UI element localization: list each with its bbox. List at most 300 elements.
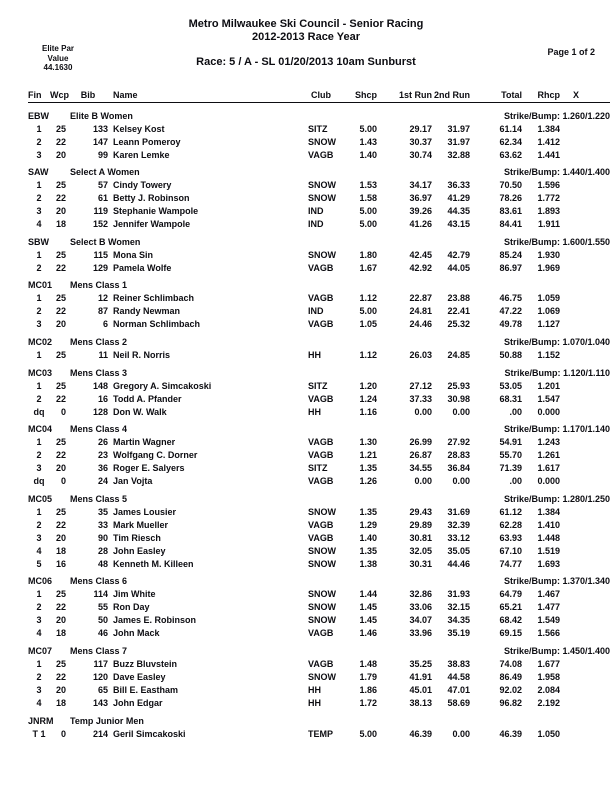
- club-cell: HH: [308, 697, 321, 708]
- wcp-cell: 25: [55, 249, 66, 260]
- total-cell: 68.31: [499, 393, 522, 404]
- fin-cell: 2: [36, 519, 42, 530]
- run1-cell: 30.37: [409, 136, 432, 147]
- name-cell: Mona Sin: [113, 249, 153, 260]
- wcp-cell: 20: [55, 319, 66, 330]
- table-row: [28, 656, 610, 669]
- wcp-cell: 22: [55, 671, 66, 682]
- section-strike-bump: Strike/Bump: 1.120/1.110: [504, 367, 610, 378]
- rhcp-cell: 1.059: [537, 293, 560, 304]
- run1-cell: 34.17: [409, 180, 432, 191]
- wcp-cell: 25: [55, 380, 66, 391]
- wcp-cell: 22: [55, 136, 66, 147]
- rhcp-cell: 1.050: [537, 728, 560, 739]
- name-cell: Jim White: [113, 589, 156, 600]
- page-number: Page 1 of 2: [547, 47, 595, 57]
- name-cell: Dave Easley: [113, 671, 166, 682]
- run2-cell: 42.79: [447, 249, 470, 260]
- run2-cell: 0.00: [452, 406, 470, 417]
- section-rows: [28, 726, 610, 739]
- fin-cell: 4: [36, 545, 42, 556]
- rhcp-cell: 1.448: [537, 532, 560, 543]
- run2-cell: 36.33: [447, 180, 470, 191]
- name-cell: John Edgar: [113, 697, 163, 708]
- total-cell: 85.24: [499, 249, 522, 260]
- run2-cell: 25.32: [447, 319, 470, 330]
- name-cell: Kelsey Kost: [113, 123, 165, 134]
- total-cell: 62.34: [499, 136, 522, 147]
- total-cell: 46.39: [499, 728, 522, 739]
- run1-cell: 33.96: [409, 628, 432, 639]
- table-row: [28, 556, 610, 569]
- shcp-cell: 1.80: [359, 249, 377, 260]
- club-cell: HH: [308, 684, 321, 695]
- shcp-cell: 1.35: [359, 463, 377, 474]
- column-header-club: Club: [311, 90, 331, 100]
- fin-cell: 2: [36, 193, 42, 204]
- section-strike-bump: Strike/Bump: 1.280/1.250: [503, 493, 610, 504]
- table-row: [28, 517, 610, 530]
- fin-cell: 1: [36, 180, 42, 191]
- club-cell: TEMP: [308, 728, 334, 739]
- run2-cell: 47.01: [447, 684, 470, 695]
- total-cell: 61.12: [499, 506, 522, 517]
- name-cell: Mark Mueller: [113, 519, 169, 530]
- club-cell: SNOW: [308, 506, 336, 517]
- name-cell: Don W. Walk: [113, 406, 167, 417]
- club-cell: SITZ: [308, 380, 328, 391]
- bib-cell: 33: [97, 519, 108, 530]
- column-header-x: X: [572, 90, 579, 100]
- report-title-line2: 2012-2013 Race Year: [251, 30, 361, 43]
- shcp-cell: 1.53: [359, 180, 377, 191]
- class-section: [28, 277, 610, 329]
- run2-cell: 31.97: [447, 123, 470, 134]
- section-label: Mens Class 7: [70, 645, 128, 656]
- fin-cell: 3: [36, 615, 42, 626]
- name-cell: Cindy Towery: [113, 180, 172, 191]
- club-cell: VAGB: [308, 393, 334, 404]
- club-cell: SNOW: [308, 615, 336, 626]
- run2-cell: 0.00: [452, 728, 470, 739]
- table-row: [28, 260, 610, 273]
- rhcp-cell: 1.519: [537, 545, 560, 556]
- shcp-cell: 1.44: [359, 589, 377, 600]
- fin-cell: T 1: [32, 728, 46, 739]
- shcp-cell: 1.05: [359, 319, 377, 330]
- fin-cell: dq: [33, 406, 45, 417]
- rhcp-cell: 1.261: [537, 450, 560, 461]
- bib-cell: 6: [102, 319, 108, 330]
- wcp-cell: 18: [55, 628, 66, 639]
- wcp-cell: 0: [60, 476, 66, 487]
- run1-cell: 24.46: [409, 319, 432, 330]
- rhcp-cell: 1.617: [537, 463, 560, 474]
- fin-cell: 3: [36, 684, 42, 695]
- table-row: [28, 625, 610, 638]
- section-label: Select B Women: [70, 236, 141, 247]
- name-cell: James E. Robinson: [113, 615, 197, 626]
- fin-cell: 4: [36, 219, 42, 230]
- wcp-cell: 20: [55, 615, 66, 626]
- elite-par-label-line1: Elite Par: [41, 44, 74, 53]
- shcp-cell: 1.35: [359, 545, 377, 556]
- results-table: [28, 88, 610, 739]
- rhcp-cell: 1.069: [537, 306, 560, 317]
- fin-cell: 1: [36, 589, 42, 600]
- run2-cell: 33.12: [447, 532, 470, 543]
- name-cell: Karen Lemke: [113, 149, 170, 160]
- section-label: Temp Junior Men: [70, 715, 144, 726]
- total-cell: 67.10: [499, 545, 522, 556]
- section-strike-bump: Strike/Bump: 1.170/1.140: [503, 424, 610, 435]
- rhcp-cell: 1.930: [537, 249, 560, 260]
- run2-cell: 34.35: [447, 615, 470, 626]
- rhcp-cell: 0.000: [537, 406, 560, 417]
- club-cell: VAGB: [308, 262, 334, 273]
- total-cell: 63.93: [499, 532, 522, 543]
- bib-cell: 114: [93, 589, 108, 600]
- section-header-row: [28, 573, 610, 586]
- class-section: [28, 643, 610, 708]
- report-title-line1: Metro Milwaukee Ski Council - Senior Racing: [188, 18, 424, 30]
- rhcp-cell: 1.958: [537, 671, 560, 682]
- club-cell: VAGB: [308, 293, 334, 304]
- fin-cell: 1: [36, 506, 42, 517]
- run1-cell: 30.81: [409, 532, 432, 543]
- wcp-cell: 0: [60, 406, 66, 417]
- club-cell: VAGB: [308, 628, 334, 639]
- section-code: SAW: [28, 167, 49, 178]
- wcp-cell: 22: [55, 306, 66, 317]
- name-cell: Roger E. Salyers: [113, 463, 185, 474]
- club-cell: VAGB: [308, 658, 334, 669]
- run1-cell: 45.01: [409, 684, 432, 695]
- bib-cell: 48: [97, 558, 108, 569]
- rhcp-cell: 1.412: [537, 136, 560, 147]
- total-cell: 46.75: [499, 293, 522, 304]
- club-cell: VAGB: [308, 149, 334, 160]
- name-cell: James Lousier: [113, 506, 177, 517]
- table-row: [28, 447, 610, 460]
- section-rows: [28, 434, 610, 486]
- wcp-cell: 25: [55, 658, 66, 669]
- bib-cell: 23: [97, 450, 108, 461]
- rhcp-cell: 1.127: [537, 319, 560, 330]
- rhcp-cell: 1.549: [537, 615, 560, 626]
- total-cell: 69.15: [499, 628, 522, 639]
- run2-cell: 32.88: [447, 149, 470, 160]
- wcp-cell: 20: [55, 463, 66, 474]
- bib-cell: 152: [92, 219, 108, 230]
- shcp-cell: 1.12: [359, 293, 377, 304]
- run2-cell: 44.46: [447, 558, 470, 569]
- shcp-cell: 1.40: [359, 149, 377, 160]
- total-cell: 68.42: [499, 615, 522, 626]
- bib-cell: 57: [97, 180, 108, 191]
- section-header-row: [28, 365, 610, 378]
- run2-cell: 0.00: [452, 476, 470, 487]
- table-row: [28, 203, 610, 216]
- table-row: [28, 404, 610, 417]
- run1-cell: 26.03: [409, 349, 432, 360]
- run1-cell: 41.26: [409, 219, 432, 230]
- section-label: Mens Class 5: [70, 493, 128, 504]
- fin-cell: 1: [36, 249, 42, 260]
- rhcp-cell: 1.441: [537, 149, 560, 160]
- run1-cell: 32.86: [409, 589, 432, 600]
- name-cell: Buzz Bluvstein: [113, 658, 178, 669]
- run2-cell: 22.41: [447, 306, 470, 317]
- rhcp-cell: 1.772: [537, 193, 560, 204]
- run1-cell: 26.99: [409, 437, 432, 448]
- table-row: [28, 316, 610, 329]
- bib-cell: 119: [93, 206, 108, 217]
- total-cell: 71.39: [499, 463, 522, 474]
- total-cell: .00: [509, 476, 522, 487]
- bib-cell: 46: [97, 628, 108, 639]
- run1-cell: 34.55: [409, 463, 432, 474]
- club-cell: VAGB: [308, 476, 334, 487]
- section-strike-bump: Strike/Bump: 1.260/1.220: [503, 110, 610, 121]
- section-strike-bump: Strike/Bump: 1.600/1.550: [503, 236, 610, 247]
- race-info: Race: 5 / A - SL 01/20/2013 10am Sunburst: [196, 56, 416, 68]
- name-cell: Jan Vojta: [113, 476, 153, 487]
- total-cell: 55.70: [499, 450, 522, 461]
- run1-cell: 0.00: [414, 476, 432, 487]
- shcp-cell: 5.00: [359, 219, 377, 230]
- table-row: [28, 473, 610, 486]
- section-header-row: [28, 491, 610, 504]
- elite-par-block: [28, 44, 88, 73]
- rhcp-cell: 2.192: [537, 697, 560, 708]
- club-cell: VAGB: [308, 437, 334, 448]
- table-row: [28, 290, 610, 303]
- shcp-cell: 1.46: [359, 628, 377, 639]
- total-cell: 86.49: [499, 671, 522, 682]
- fin-cell: 2: [36, 450, 42, 461]
- run1-cell: 41.91: [409, 671, 432, 682]
- bib-cell: 61: [97, 193, 108, 204]
- wcp-cell: 16: [55, 558, 66, 569]
- club-cell: HH: [308, 349, 321, 360]
- class-section: [28, 573, 610, 638]
- shcp-cell: 1.26: [359, 476, 377, 487]
- column-header-bib: Bib: [80, 90, 96, 100]
- rhcp-cell: 1.384: [537, 123, 560, 134]
- run1-cell: 27.12: [409, 380, 432, 391]
- run1-cell: 29.43: [409, 506, 432, 517]
- wcp-cell: 18: [55, 697, 66, 708]
- bib-cell: 214: [92, 728, 108, 739]
- shcp-cell: 5.00: [359, 123, 377, 134]
- wcp-cell: 22: [55, 450, 66, 461]
- run1-cell: 26.87: [409, 450, 432, 461]
- table-row: [28, 378, 610, 391]
- bib-cell: 50: [97, 615, 108, 626]
- name-cell: Kenneth M. Killeen: [113, 558, 194, 569]
- club-cell: SNOW: [308, 193, 336, 204]
- section-header-row: [28, 234, 610, 247]
- bib-cell: 28: [97, 545, 108, 556]
- club-cell: SNOW: [308, 545, 336, 556]
- shcp-cell: 1.20: [359, 380, 377, 391]
- run1-cell: 42.92: [409, 262, 432, 273]
- club-cell: SNOW: [308, 558, 336, 569]
- wcp-cell: 22: [55, 393, 66, 404]
- shcp-cell: 1.43: [359, 136, 377, 147]
- total-cell: 78.26: [499, 193, 522, 204]
- table-row: [28, 726, 610, 739]
- section-header-row: [28, 421, 610, 434]
- run2-cell: 43.15: [447, 219, 470, 230]
- shcp-cell: 1.35: [359, 506, 377, 517]
- run2-cell: 31.69: [447, 506, 470, 517]
- shcp-cell: 1.48: [359, 658, 377, 669]
- table-row: [28, 586, 610, 599]
- column-header-shcp: Shcp: [354, 90, 377, 100]
- club-cell: SNOW: [308, 180, 336, 191]
- rhcp-cell: 1.410: [537, 519, 560, 530]
- total-cell: 96.82: [499, 697, 522, 708]
- class-section: [28, 108, 610, 160]
- fin-cell: 2: [36, 671, 42, 682]
- class-section: [28, 234, 610, 273]
- name-cell: Tim Riesch: [113, 532, 161, 543]
- section-strike-bump: Strike/Bump: 1.070/1.040: [503, 336, 610, 347]
- bib-cell: 148: [92, 380, 108, 391]
- rhcp-cell: 1.384: [537, 506, 560, 517]
- run2-cell: 27.92: [447, 437, 470, 448]
- total-cell: 74.08: [499, 658, 522, 669]
- table-row: [28, 669, 610, 682]
- bib-cell: 26: [97, 437, 108, 448]
- wcp-cell: 18: [55, 545, 66, 556]
- fin-cell: 2: [36, 136, 42, 147]
- elite-par-label-line2: Value: [47, 53, 69, 63]
- bib-cell: 35: [97, 506, 108, 517]
- shcp-cell: 1.40: [359, 532, 377, 543]
- rhcp-cell: 1.152: [537, 349, 560, 360]
- name-cell: John Mack: [113, 628, 160, 639]
- section-strike-bump: Strike/Bump: 1.370/1.340: [503, 576, 610, 587]
- run2-cell: 31.93: [447, 589, 470, 600]
- name-cell: Todd A. Pfander: [113, 393, 182, 404]
- class-section: [28, 164, 610, 229]
- table-row: [28, 190, 610, 203]
- name-cell: Neil R. Norris: [113, 349, 171, 360]
- section-rows: [28, 378, 610, 417]
- page-header: [0, 18, 612, 68]
- section-header-row: [28, 108, 610, 121]
- fin-cell: 2: [36, 393, 42, 404]
- section-code: EBW: [28, 110, 49, 121]
- club-cell: SNOW: [308, 602, 336, 613]
- club-cell: SNOW: [308, 136, 336, 147]
- table-row: [28, 216, 610, 229]
- bib-cell: 120: [92, 671, 108, 682]
- column-header-wcp: Wcp: [50, 90, 69, 100]
- bib-cell: 55: [97, 602, 108, 613]
- club-cell: IND: [308, 206, 324, 217]
- section-code: JNRM: [28, 715, 54, 726]
- table-row: [28, 177, 610, 190]
- section-strike-bump: Strike/Bump: 1.440/1.400: [503, 167, 610, 178]
- wcp-cell: 20: [55, 684, 66, 695]
- run1-cell: 36.97: [409, 193, 432, 204]
- run2-cell: 24.85: [447, 349, 470, 360]
- wcp-cell: 25: [55, 180, 66, 191]
- shcp-cell: 5.00: [359, 206, 377, 217]
- run2-cell: 25.93: [447, 380, 470, 391]
- section-code: MC01: [28, 280, 53, 291]
- name-cell: Geril Simcakoski: [113, 728, 186, 739]
- fin-cell: 2: [36, 306, 42, 317]
- section-rows: [28, 177, 610, 229]
- run2-cell: 38.83: [447, 658, 470, 669]
- table-row: [28, 695, 610, 708]
- total-cell: 84.41: [499, 219, 522, 230]
- fin-cell: 1: [36, 349, 42, 360]
- run1-cell: 30.31: [409, 558, 432, 569]
- section-code: MC05: [28, 493, 53, 504]
- club-cell: SITZ: [308, 463, 328, 474]
- run2-cell: 31.97: [447, 136, 470, 147]
- bib-cell: 99: [97, 149, 108, 160]
- name-cell: Jennifer Wampole: [113, 219, 191, 230]
- rhcp-cell: 1.969: [537, 262, 560, 273]
- shcp-cell: 1.86: [359, 684, 377, 695]
- bib-cell: 12: [97, 293, 108, 304]
- run2-cell: 44.05: [447, 262, 470, 273]
- rhcp-cell: 1.677: [537, 658, 560, 669]
- fin-cell: 1: [36, 293, 42, 304]
- shcp-cell: 1.21: [359, 450, 377, 461]
- run1-cell: 24.81: [409, 306, 432, 317]
- run2-cell: 44.35: [447, 206, 470, 217]
- bib-cell: 16: [97, 393, 108, 404]
- section-strike-bump: Strike/Bump: 1.450/1.400: [503, 645, 610, 656]
- total-cell: 92.02: [499, 684, 522, 695]
- total-cell: 83.61: [499, 206, 522, 217]
- total-cell: 65.21: [499, 602, 522, 613]
- table-row: [28, 134, 610, 147]
- bib-cell: 115: [93, 249, 108, 260]
- section-rows: [28, 121, 610, 160]
- section-header-row: [28, 164, 610, 177]
- club-cell: VAGB: [308, 519, 334, 530]
- run1-cell: 38.13: [409, 697, 432, 708]
- total-cell: 50.88: [499, 349, 522, 360]
- run2-cell: 23.88: [447, 293, 470, 304]
- name-cell: Wolfgang C. Dorner: [113, 450, 198, 461]
- section-label: Mens Class 2: [70, 336, 128, 347]
- section-label: Mens Class 1: [70, 280, 128, 291]
- run1-cell: 39.26: [409, 206, 432, 217]
- fin-cell: 4: [36, 697, 42, 708]
- total-cell: 70.50: [499, 180, 522, 191]
- column-header-fin: Fin: [28, 90, 42, 100]
- run2-cell: 35.19: [447, 628, 470, 639]
- rhcp-cell: 1.893: [537, 206, 560, 217]
- section-rows: [28, 290, 610, 329]
- shcp-cell: 1.12: [359, 349, 377, 360]
- club-cell: HH: [308, 406, 321, 417]
- total-cell: 47.22: [499, 306, 522, 317]
- fin-cell: 3: [36, 463, 42, 474]
- section-label: Elite B Women: [70, 110, 133, 121]
- shcp-cell: 1.16: [359, 406, 377, 417]
